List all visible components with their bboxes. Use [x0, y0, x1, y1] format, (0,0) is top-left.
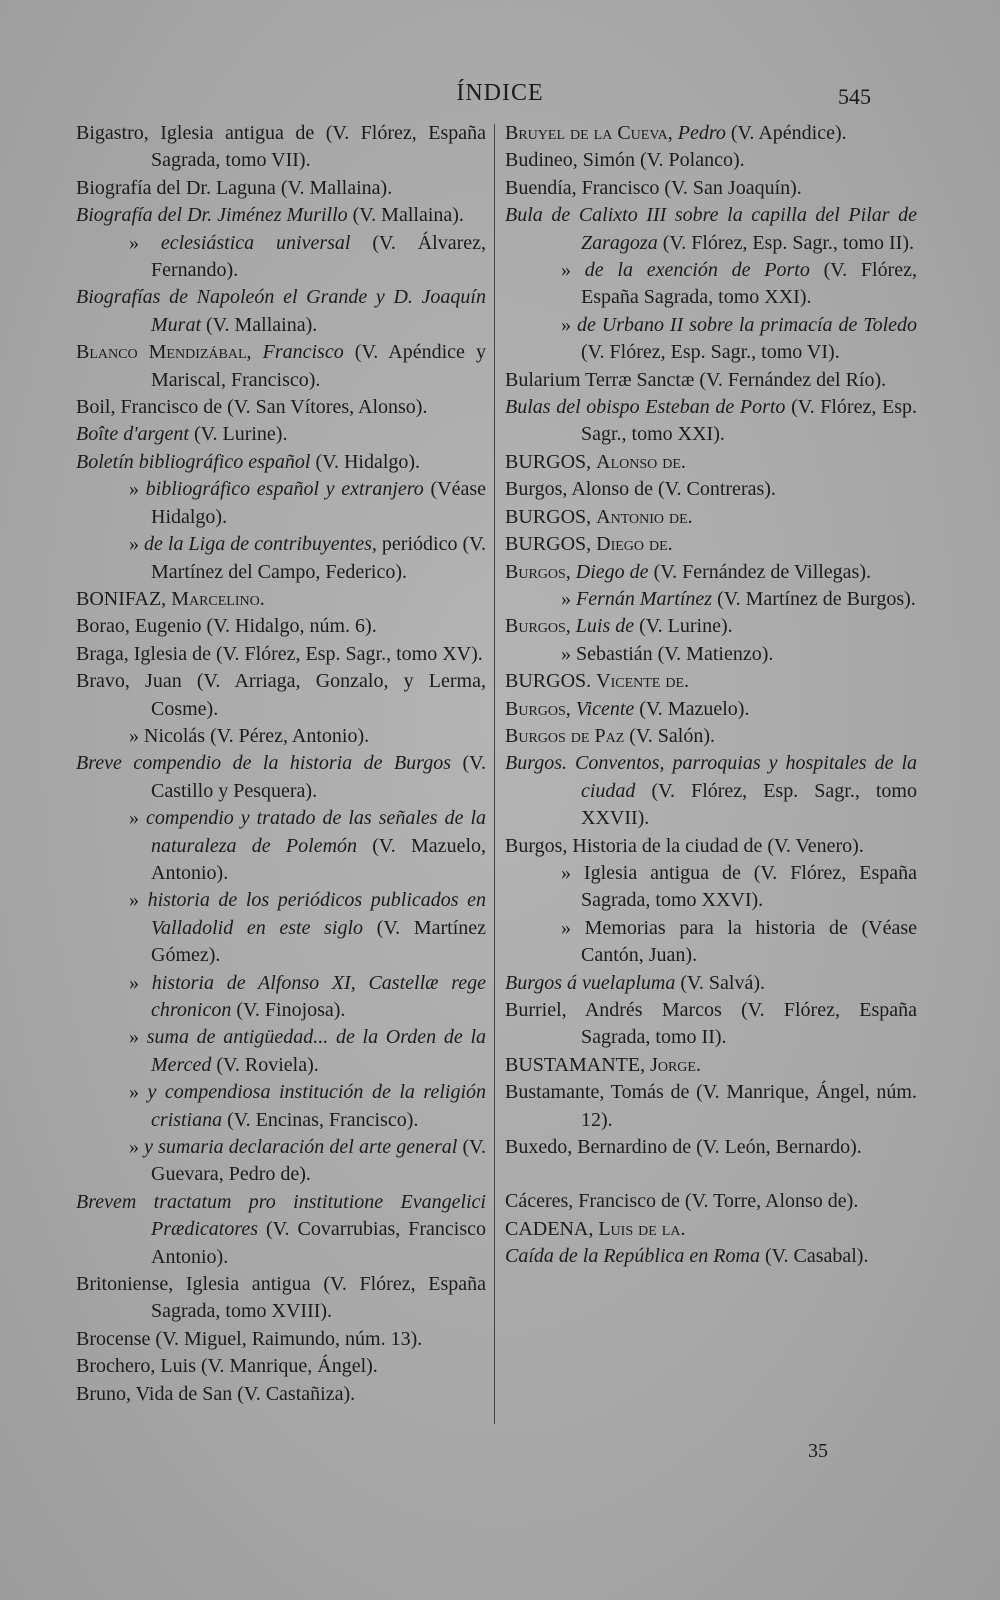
- page-title: ÍNDICE: [456, 80, 544, 106]
- index-entry: [76, 1079, 486, 1134]
- entry-text: historia de Alfonso XI, Castellæ rege chronicon: [151, 971, 487, 1021]
- entry-text: (V. Flórez, España Sagrada, tomo XXI).: [581, 259, 918, 309]
- index-entry: [505, 1134, 917, 1161]
- index-entry: [505, 586, 917, 613]
- entry-text: (Véase Hidalgo).: [151, 478, 486, 528]
- index-entry: [76, 421, 486, 448]
- entry-text: (V. Flórez, Esp. Sagr., tomo VI).: [581, 341, 840, 364]
- index-entry: [505, 531, 917, 558]
- entry-text: (V. Mallaina).: [201, 313, 318, 336]
- index-entry: [505, 750, 917, 832]
- entry-text: Bruno, Vida de San (V. Castañiza).: [76, 1382, 356, 1405]
- entry-text: bibliográfico español y extranjero: [145, 478, 424, 501]
- entry-text: »: [561, 313, 577, 336]
- entry-text: Burgos. Conventos, parroquias y hospitales de la ciudad: [505, 752, 917, 802]
- index-entry: [76, 120, 486, 175]
- entry-text: Caída de la República en Roma: [505, 1245, 760, 1268]
- entry-text: »: [129, 971, 152, 994]
- entry-text: Biografía del Dr. Jiménez Murillo: [76, 204, 348, 227]
- entry-text: (V. Fernández de Villegas).: [648, 560, 872, 583]
- signature-mark: 35: [808, 1440, 828, 1462]
- index-column-left: [76, 120, 486, 1408]
- index-entry: [76, 805, 486, 887]
- index-entry: [76, 1024, 486, 1079]
- entry-text: Bularium Terræ Sanctæ (V. Fernández del Río).: [505, 368, 887, 391]
- index-entry: [505, 613, 917, 640]
- index-entry: [505, 915, 917, 970]
- entry-text: Burgos, Alonso de (V. Contreras).: [505, 478, 776, 501]
- entry-text: Britoniense, Iglesia antigua (V. Flórez, España Sagrada, tomo XVIII).: [76, 1273, 486, 1323]
- index-entry: [76, 476, 486, 531]
- entry-text: Buxedo, Bernardino de (V. León, Bernardo).: [505, 1136, 862, 1159]
- entry-text: y sumaria declaración del arte general: [144, 1136, 458, 1159]
- entry-text: »: [129, 807, 146, 830]
- entry-text: »: [129, 478, 146, 501]
- index-entry: [505, 1216, 917, 1243]
- entry-text: Marcelino.: [171, 587, 265, 610]
- entry-text: Pedro: [677, 122, 726, 144]
- entry-text: (V. Mallaina).: [347, 204, 464, 227]
- index-column-right: [505, 120, 917, 1271]
- entry-text: » Nicolás (V. Pérez, Antonio).: [129, 724, 370, 747]
- entry-text: (V. Flórez, Esp. Sagr., tomo XXVII).: [581, 779, 917, 830]
- entry-text: Bigastro, Iglesia antigua de (V. Flórez, España Sagrada, tomo VII).: [76, 122, 486, 172]
- entry-text: BURGOS,: [505, 450, 597, 473]
- entry-text: CADENA,: [505, 1217, 599, 1240]
- index-entry: [505, 559, 917, 586]
- entry-text: (V. Lurine).: [634, 615, 733, 638]
- entry-text: » Iglesia antigua de (V. Flórez, España Sagrada, tomo XXVI).: [561, 861, 917, 912]
- index-entry: [505, 476, 917, 503]
- index-entry: [76, 175, 486, 202]
- index-entry: [76, 1381, 486, 1408]
- index-entry: [505, 202, 917, 257]
- entry-text: Burgos,: [505, 615, 576, 638]
- index-entry: [505, 668, 917, 695]
- index-entry: [505, 696, 917, 723]
- entry-text: (V. Apéndice).: [725, 122, 847, 144]
- entry-text: Boil, Francisco de (V. San Vítores, Alonso).: [76, 396, 428, 419]
- entry-text: Burgos de Paz: [505, 724, 625, 747]
- entry-text: eclesiástica universal: [160, 231, 351, 254]
- entry-text: (V. Guevara, Pedro de).: [151, 1136, 487, 1186]
- index-entry: [505, 1052, 917, 1079]
- index-entry: [76, 887, 486, 969]
- entry-text: (V. Mazuelo).: [634, 697, 750, 720]
- entry-text: Buendía, Francisco (V. San Joaquín).: [505, 176, 802, 199]
- entry-text: Luis de la.: [598, 1217, 686, 1240]
- column-divider: [494, 124, 495, 1424]
- entry-text: (V. Mazuelo, Antonio).: [151, 834, 486, 884]
- entry-text: Braga, Iglesia de (V. Flórez, Esp. Sagr., tomo XV).: [76, 642, 483, 665]
- entry-text: (V. Finojosa).: [231, 999, 346, 1021]
- index-entry: [76, 668, 486, 723]
- entry-text: compendio y tratado de las señales de la naturaleza de Polemón: [146, 807, 486, 857]
- index-entry: [76, 586, 486, 613]
- entry-text: Budineo, Simón (V. Polanco).: [505, 149, 745, 172]
- index-entry: [505, 120, 917, 147]
- entry-text: (V. Martínez de Burgos).: [712, 587, 916, 610]
- index-entry: [76, 394, 486, 421]
- entry-text: (V. Lurine).: [188, 423, 288, 446]
- entry-text: (V. Covarrubias, Francisco Antonio).: [151, 1218, 486, 1268]
- entry-text: y compendiosa institución de la religión cristiana: [147, 1081, 487, 1131]
- index-entry: [505, 312, 917, 367]
- entry-text: BUSTAMANTE,: [505, 1053, 651, 1076]
- entry-text: (V. Roviela).: [211, 1053, 319, 1076]
- entry-text: »: [129, 231, 161, 254]
- entry-text: historia de los periódicos publicados en Valladolid en este siglo: [147, 889, 486, 939]
- entry-text: Boletín bibliográfico español: [76, 450, 311, 473]
- index-entry: [76, 202, 486, 229]
- index-entry: [505, 1188, 917, 1215]
- entry-text: de la exención de Porto: [584, 259, 810, 282]
- entry-text: Bula de Calixto III sobre la capilla del Pilar de Zaragoza: [505, 204, 917, 254]
- entry-text: Fernán Martínez: [576, 587, 713, 610]
- entry-text: Francisco: [262, 341, 344, 364]
- entry-text: Burgos,: [505, 697, 576, 720]
- index-entry: [505, 833, 917, 860]
- entry-text: suma de antigüedad... de la Orden de la Merced: [146, 1026, 487, 1076]
- entry-text: Jorge.: [650, 1053, 701, 1076]
- index-entry: [505, 394, 917, 449]
- index-entry: [76, 1271, 486, 1326]
- entry-text: (V. Martínez Gómez).: [151, 916, 487, 967]
- index-entry: [505, 723, 917, 750]
- entry-text: Diego de.: [596, 533, 673, 556]
- entry-text: (V. Casabal).: [759, 1245, 869, 1268]
- entry-text: de la Liga de contribuyentes,: [144, 533, 377, 556]
- page-number: 545: [838, 84, 871, 109]
- index-entry: [76, 750, 486, 805]
- entry-text: BURGOS,: [505, 533, 597, 556]
- index-entry: [505, 367, 917, 394]
- entry-text: (V. Castillo y Pesquera).: [151, 752, 487, 802]
- entry-text: Brevem tractatum pro institutione Evangelici Prædicatores: [76, 1190, 486, 1241]
- entry-text: Diego de: [575, 560, 649, 583]
- entry-text: Biografías de Napoleón el Grande y D. Joaquín Murat: [76, 286, 486, 336]
- entry-text: BURGOS,: [505, 505, 597, 528]
- index-entry: [76, 230, 486, 285]
- entry-text: Cáceres, Francisco de (V. Torre, Alonso de).: [505, 1190, 859, 1213]
- index-entry: [76, 284, 486, 339]
- index-entry: [76, 1326, 486, 1353]
- entry-text: BURGOS.: [505, 670, 597, 693]
- entry-text: Antonio de.: [596, 505, 693, 528]
- index-entry: [505, 641, 917, 668]
- entry-text: Bustamante, Tomás de (V. Manrique, Ángel, núm. 12).: [505, 1081, 917, 1131]
- entry-text: »: [561, 259, 585, 282]
- entry-text: »: [129, 533, 145, 556]
- entry-text: Bulas del obispo Esteban de Porto: [505, 396, 786, 419]
- entry-text: (V. Flórez, Esp. Sagr., tomo II).: [657, 231, 914, 254]
- entry-text: Luis de: [575, 615, 635, 638]
- entry-text: de Urbano II sobre la primacía de Toledo: [576, 313, 917, 336]
- entry-text: (V. Salvá).: [675, 971, 765, 994]
- entry-text: Brocense (V. Miguel, Raimundo, núm. 13).: [76, 1327, 423, 1350]
- entry-text: » Sebastián (V. Matienzo).: [561, 642, 774, 665]
- index-entry: [76, 449, 486, 476]
- entry-text: Bravo, Juan (V. Arriaga, Gonzalo, y Lerma, Cosme).: [76, 670, 486, 720]
- entry-text: Vicente de.: [596, 670, 690, 693]
- entry-text: Burriel, Andrés Marcos (V. Flórez, España Sagrada, tomo II).: [505, 999, 917, 1049]
- index-entry: [76, 1189, 486, 1271]
- index-entry: [76, 641, 486, 668]
- entry-text: Alonso de.: [596, 450, 686, 473]
- entry-text: Burgos á vuelapluma: [505, 971, 676, 994]
- index-entry: [505, 1079, 917, 1134]
- index-entry: [505, 175, 917, 202]
- index-entry: [505, 997, 917, 1052]
- index-entry: [505, 1243, 917, 1270]
- section-spacer: [505, 1161, 917, 1188]
- index-entry: [76, 1134, 486, 1189]
- entry-text: »: [129, 1081, 148, 1104]
- index-entry: [76, 970, 486, 1025]
- entry-text: (V. Encinas, Francisco).: [222, 1108, 419, 1131]
- entry-text: Blanco Mendizábal,: [76, 341, 263, 364]
- entry-text: (V. Salón).: [624, 724, 715, 747]
- entry-text: (V. Flórez, Esp. Sagr., tomo XXI).: [581, 396, 917, 446]
- entry-text: »: [129, 889, 148, 912]
- entry-text: Biografía del Dr. Laguna (V. Mallaina).: [76, 176, 393, 199]
- index-entry: [76, 339, 486, 394]
- entry-text: »: [561, 587, 576, 610]
- entry-text: Breve compendio de la historia de Burgos: [76, 752, 452, 775]
- index-entry: [505, 860, 917, 915]
- entry-text: » Memorias para la historia de (Véase Cantón, Juan).: [561, 916, 917, 967]
- entry-text: periódico (V. Martínez del Campo, Federico).: [151, 533, 487, 583]
- entry-text: Vicente: [575, 697, 635, 720]
- entry-text: »: [129, 1136, 145, 1159]
- entry-text: Bruyel de la Cueva,: [505, 122, 678, 144]
- index-entry: [76, 1353, 486, 1380]
- index-entry: [76, 723, 486, 750]
- index-entry: [505, 257, 917, 312]
- entry-text: Boîte d'argent: [76, 423, 189, 446]
- index-entry: [505, 504, 917, 531]
- index-entry: [76, 613, 486, 640]
- entry-text: Borao, Eugenio (V. Hidalgo, núm. 6).: [76, 615, 377, 638]
- entry-text: (V. Álvarez, Fernando).: [151, 231, 486, 282]
- entry-text: BONIFAZ,: [76, 587, 172, 610]
- index-entry: [505, 449, 917, 476]
- entry-text: Burgos,: [505, 560, 576, 583]
- entry-text: »: [129, 1026, 147, 1049]
- entry-text: Brochero, Luis (V. Manrique, Ángel).: [76, 1355, 378, 1378]
- entry-text: (V. Hidalgo).: [310, 450, 421, 473]
- index-entry: [505, 147, 917, 174]
- entry-text: Burgos, Historia de la ciudad de (V. Venero).: [505, 834, 864, 857]
- index-entry: [505, 970, 917, 997]
- index-entry: [76, 531, 486, 586]
- entry-text: (V. Apéndice y Mariscal, Francisco).: [151, 341, 486, 391]
